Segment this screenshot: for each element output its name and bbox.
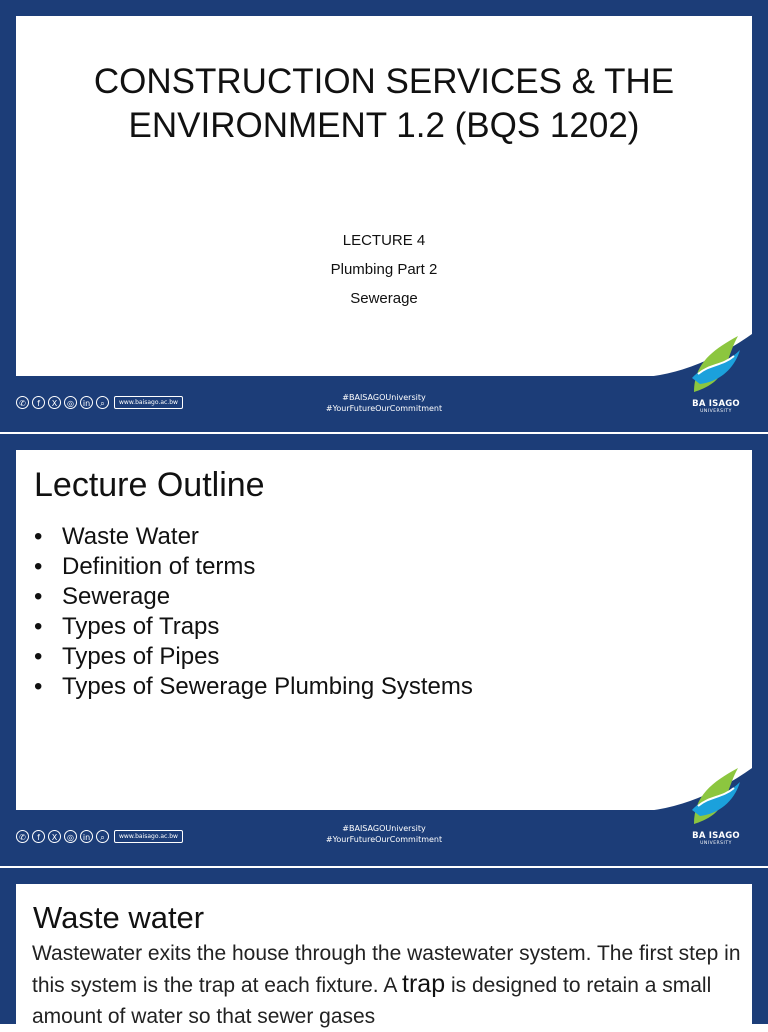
hashtag-university: #BAISAGOUniversity [342, 393, 426, 402]
waste-water-paragraph: Wastewater exits the house through the wastewater system. The first step in this system is the trap at each fixture. A trap is designed to retain a small amount of water so that sewer gases [32, 942, 741, 1028]
linkedin-icon[interactable]: in [80, 396, 93, 409]
hashtag-commitment: #YourFutureOurCommitment [325, 404, 443, 413]
whatsapp-icon[interactable]: ✆ [16, 830, 29, 843]
footer-hashtags [0, 823, 768, 845]
list-item: • Sewerage [34, 583, 171, 610]
lecture-number: LECTURE 4 [342, 232, 426, 249]
search-icon[interactable]: ⌕ [96, 396, 109, 409]
lecture-subtopic: Sewerage [350, 290, 418, 307]
hashtag-university: #BAISAGOUniversity [342, 824, 426, 833]
trap-term: trap [402, 970, 446, 998]
ba-isago-logo [680, 766, 752, 846]
instagram-icon[interactable]: ◎ [64, 830, 77, 843]
list-item: • Types of Traps [34, 613, 220, 640]
logo-sub: UNIVERSITY [700, 841, 732, 846]
lecture-topic: Plumbing Part 2 [330, 261, 438, 278]
website-link[interactable]: www.baisago.ac.bw [114, 830, 183, 843]
list-item: • Types of Sewerage Plumbing Systems [34, 673, 473, 700]
title-line-2: ENVIRONMENT 1.2 (BQS 1202) [128, 106, 640, 145]
linkedin-icon[interactable]: in [80, 830, 93, 843]
waste-water-heading: Waste water [33, 900, 205, 935]
list-item: • Waste Water [34, 523, 199, 550]
facebook-icon[interactable]: f [32, 396, 45, 409]
logo-name: BA ISAGO [692, 831, 740, 841]
hashtag-commitment: #YourFutureOurCommitment [325, 835, 443, 844]
website-link[interactable]: www.baisago.ac.bw [114, 396, 183, 409]
logo-sub: UNIVERSITY [700, 409, 732, 414]
list-item: • Types of Pipes [34, 643, 220, 670]
x-icon[interactable]: X [48, 830, 61, 843]
list-item: • Definition of terms [34, 553, 256, 580]
ba-isago-logo [680, 334, 752, 414]
leaf-logo-icon [688, 334, 744, 394]
page-title [0, 60, 768, 148]
whatsapp-icon[interactable]: ✆ [16, 396, 29, 409]
leaf-logo-icon [688, 766, 744, 826]
outline-heading: Lecture Outline [34, 466, 265, 504]
logo-name: BA ISAGO [692, 399, 740, 409]
title-slide [0, 0, 768, 432]
title-line-1: CONSTRUCTION SERVICES & THE [93, 62, 675, 101]
lecture-info [0, 226, 768, 313]
instagram-icon[interactable]: ◎ [64, 396, 77, 409]
outline-list [34, 522, 473, 702]
facebook-icon[interactable]: f [32, 830, 45, 843]
search-icon[interactable]: ⌕ [96, 830, 109, 843]
x-icon[interactable]: X [48, 396, 61, 409]
footer-hashtags [0, 392, 768, 414]
